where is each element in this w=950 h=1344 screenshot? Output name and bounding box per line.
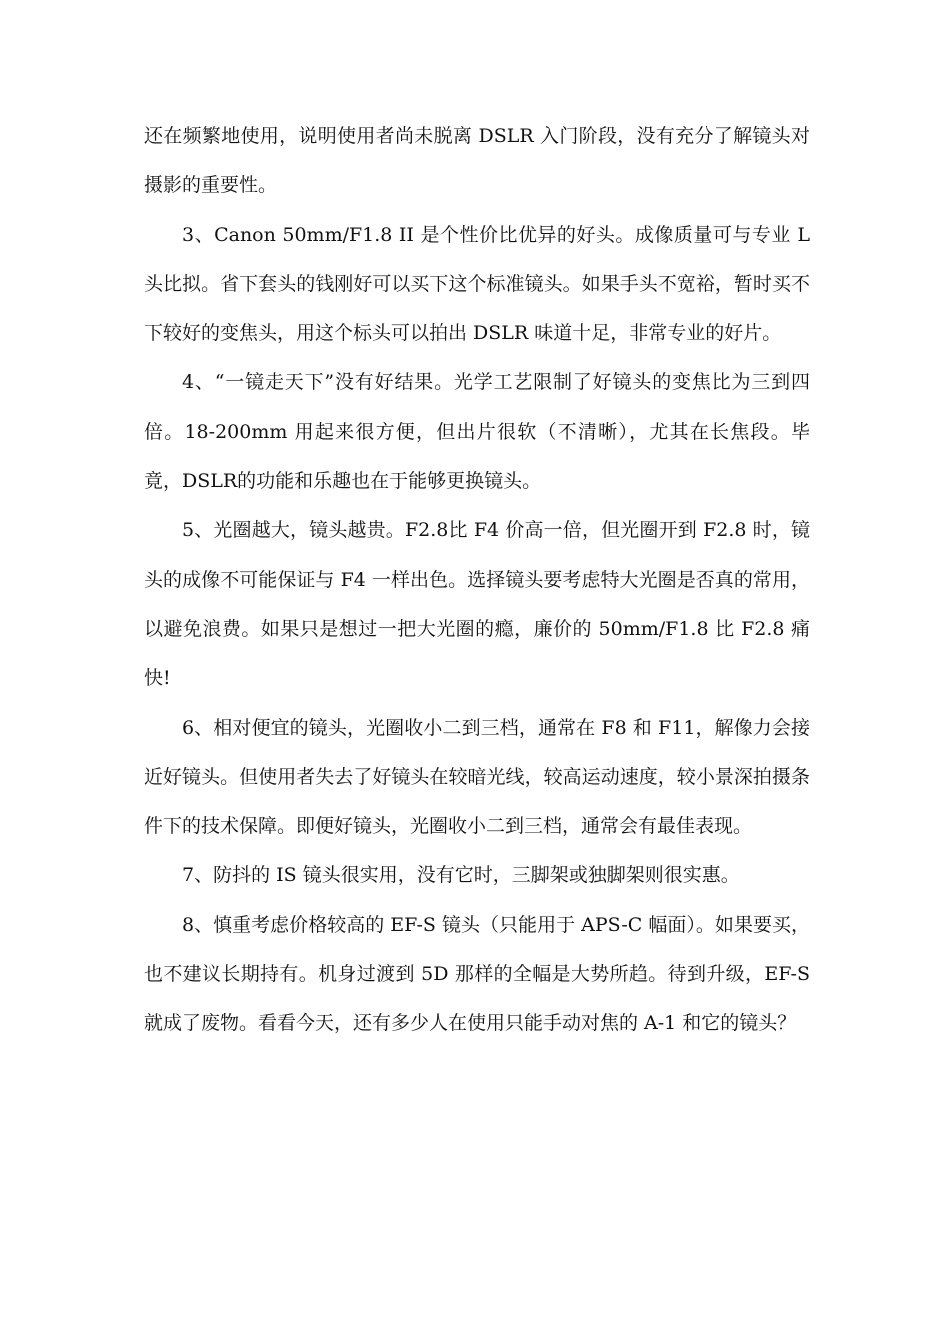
paragraph-tip-5: 5、光圈越大，镜头越贵。F2.8比 F4 价高一倍，但光圈开到 F2.8 时，镜头的成像不可能保证与 F4 一样出色。选择镜头要考虑特大光圈是否真的常用，以避免浪费。如果只是想过一把大光圈的瘾，廉价的 50mm/F1.8 比 F2.8 痛快! [144,519,810,690]
paragraph-continuation: 还在频繁地使用，说明使用者尚未脱离 DSLR 入门阶段，没有充分了解镜头对摄影的重要性。 [144,125,810,197]
paragraph-tip-4: 4、“一镜走天下”没有好结果。光学工艺限制了好镜头的变焦比为三到四倍。18-200mm 用起来很方便，但出片很软（不清晰），尤其在长焦段。毕竟，DSLR的功能和乐趣也在于能够更换镜头。 [144,371,810,493]
document-body [144,112,810,1049]
paragraph-tip-3: 3、Canon 50mm/F1.8 II 是个性价比优异的好头。成像质量可与专业 L 头比拟。省下套头的钱刚好可以买下这个标准镜头。如果手头不宽裕，暂时买不下较好的变焦头，用这个标头可以拍出 DSLR 味道十足，非常专业的好片。 [144,223,810,345]
paragraph-tip-8: 8、慎重考虑价格较高的 EF-S 镜头（只能用于 APS-C 幅面）。如果要买，也不建议长期持有。机身过渡到 5D 那样的全幅是大势所趋。待到升级，EF-S 就成了废物。看看今天，还有多少人在使用只能手动对焦的 A-1 和它的镜头？ [144,913,810,1035]
paragraph-tip-6: 6、相对便宜的镜头，光圈收小二到三档，通常在 F8 和 F11，解像力会接近好镜头。但使用者失去了好镜头在较暗光线，较高运动速度，较小景深拍摄条件下的技术保障。即便好镜头，光圈收小二到三档，通常会有最佳表现。 [144,716,810,838]
paragraph-tip-7: 7、防抖的 IS 镜头很实用，没有它时，三脚架或独脚架则很实惠。 [182,864,740,887]
